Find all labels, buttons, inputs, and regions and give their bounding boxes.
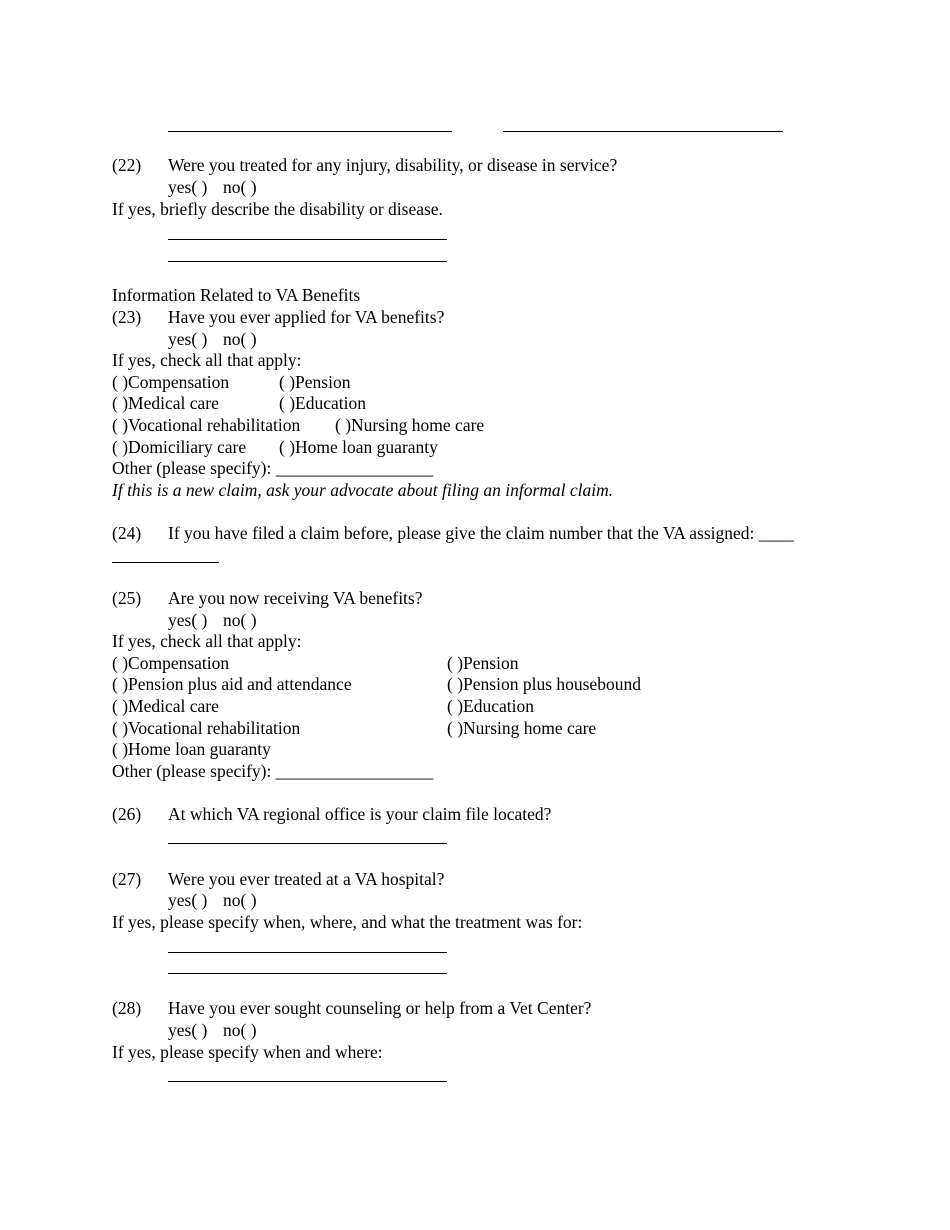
q23-yes-option[interactable]: yes( ) [168,329,208,349]
q28-no-option[interactable]: no( ) [223,1020,257,1040]
q26-number: (26) [112,804,142,824]
answer-line[interactable] [168,1081,447,1082]
q24-number: (24) [112,523,142,543]
q25-option-home-loan-guaranty[interactable]: ( )Home loan guaranty [112,739,271,759]
q25-option-medical-care[interactable]: ( )Medical care [112,696,219,716]
q23-option-medical-care[interactable]: ( )Medical care [112,393,219,413]
q23-other-field[interactable]: Other (please specify): __________________ [112,458,434,478]
q25-yes-option[interactable]: yes( ) [168,610,208,630]
answer-line[interactable] [168,131,452,132]
q25-option-compensation[interactable]: ( )Compensation [112,653,230,673]
q22-number: (22) [112,155,142,175]
q23-option-vocational-rehabilitation[interactable]: ( )Vocational rehabilitation [112,415,301,435]
q27-no-option[interactable]: no( ) [223,890,257,910]
q28-number: (28) [112,998,142,1018]
q22-followup: If yes, briefly describe the disability or disease. [112,199,443,219]
q23-number: (23) [112,307,142,327]
q25-option-pension-housebound[interactable]: ( )Pension plus housebound [447,674,641,694]
q23-option-nursing-home-care[interactable]: ( )Nursing home care [335,415,485,435]
q28-followup: If yes, please specify when and where: [112,1042,383,1062]
q23-option-pension[interactable]: ( )Pension [279,372,351,392]
section-title: Information Related to VA Benefits [112,285,361,305]
q25-option-education[interactable]: ( )Education [447,696,534,716]
q28-question: Have you ever sought counseling or help from a Vet Center? [168,998,592,1018]
q27-question: Were you ever treated at a VA hospital? [168,869,445,889]
q27-yes-option[interactable]: yes( ) [168,890,208,910]
answer-line[interactable] [168,843,447,844]
q26-question: At which VA regional office is your claim file located? [168,804,552,824]
q22-question: Were you treated for any injury, disability, or disease in service? [168,155,618,175]
q23-note: If this is a new claim, ask your advocate about filing an informal claim. [112,480,614,500]
q24-question: If you have filed a claim before, please give the claim number that the VA assigned: ____ [168,523,794,543]
q23-option-home-loan-guaranty[interactable]: ( )Home loan guaranty [279,437,438,457]
q23-no-option[interactable]: no( ) [223,329,257,349]
answer-line[interactable] [168,261,447,262]
q23-option-education[interactable]: ( )Education [279,393,366,413]
q25-question: Are you now receiving VA benefits? [168,588,423,608]
answer-line[interactable] [168,952,447,953]
answer-line[interactable] [168,239,447,240]
q23-option-domiciliary-care[interactable]: ( )Domiciliary care [112,437,247,457]
q23-option-compensation[interactable]: ( )Compensation [112,372,230,392]
answer-line[interactable] [503,131,783,132]
q25-other-field[interactable]: Other (please specify): __________________ [112,761,434,781]
answer-line[interactable] [168,973,447,974]
q25-option-vocational-rehabilitation[interactable]: ( )Vocational rehabilitation [112,718,301,738]
q23-question: Have you ever applied for VA benefits? [168,307,445,327]
q25-option-pension[interactable]: ( )Pension [447,653,519,673]
q25-option-pension-aid-attendance[interactable]: ( )Pension plus aid and attendance [112,674,352,694]
q27-number: (27) [112,869,142,889]
q25-no-option[interactable]: no( ) [223,610,257,630]
q25-number: (25) [112,588,142,608]
q22-yes-option[interactable]: yes( ) [168,177,208,197]
q28-yes-option[interactable]: yes( ) [168,1020,208,1040]
q23-check-all-label: If yes, check all that apply: [112,350,302,370]
q27-followup: If yes, please specify when, where, and what the treatment was for: [112,912,583,932]
claim-number-line[interactable] [112,562,219,563]
q22-no-option[interactable]: no( ) [223,177,257,197]
q25-check-all-label: If yes, check all that apply: [112,631,302,651]
q25-option-nursing-home-care[interactable]: ( )Nursing home care [447,718,597,738]
